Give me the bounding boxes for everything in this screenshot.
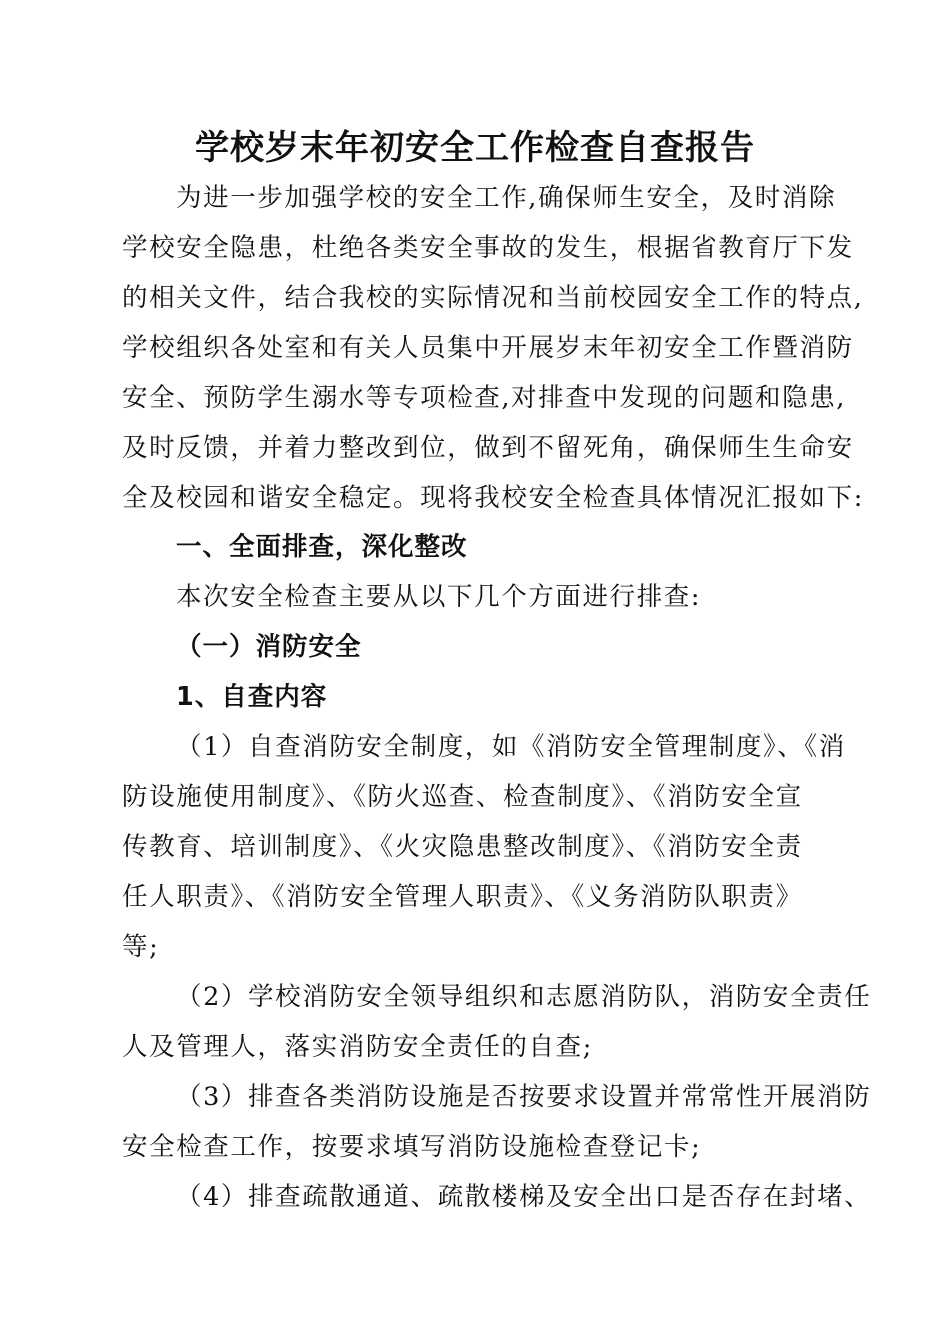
item-1-line: 传教育、培训制度》、《火灾隐患整改制度》、《消防安全责 — [122, 832, 803, 862]
intro-line: 全及校园和谐安全稳定。现将我校安全检查具体情况汇报如下: — [122, 483, 864, 513]
item-2-line: （2）学校消防安全领导组织和志愿消防队，消防安全责任 — [176, 982, 872, 1012]
item-3-line: 安全检查工作，按要求填写消防设施检查登记卡; — [122, 1132, 702, 1162]
intro-line: 为进一步加强学校的安全工作,确保师生安全，及时消除 — [176, 183, 837, 213]
section-heading: 一、全面排查，深化整改 — [176, 532, 468, 562]
item-4-line: （4）排查疏散通道、疏散楼梯及安全出口是否存在封堵、 — [176, 1182, 872, 1212]
item-1-line: （1）自查消防安全制度，如《消防安全管理制度》、《消 — [176, 732, 846, 762]
item-3-line: （3）排查各类消防设施是否按要求设置并常常性开展消防 — [176, 1082, 872, 1112]
section-intro: 本次安全检查主要从以下几个方面进行排查: — [176, 582, 702, 612]
item-1-line: 等; — [122, 932, 160, 962]
document-title: 学校岁末年初安全工作检查自查报告 — [195, 128, 755, 168]
item-heading: 1、自查内容 — [176, 682, 328, 712]
item-2-line: 人及管理人，落实消防安全责任的自查; — [122, 1032, 593, 1062]
item-1-line: 任人职责》、《消防安全管理人职责》、《义务消防队职责》 — [122, 882, 803, 912]
subsection-heading: （一）消防安全 — [176, 632, 362, 662]
intro-line: 及时反馈，并着力整改到位，做到不留死角，确保师生生命安 — [122, 433, 854, 463]
intro-line: 学校组织各处室和有关人员集中开展岁末年初安全工作暨消防 — [122, 333, 854, 363]
item-1-line: 防设施使用制度》、《防火巡查、检查制度》、《消防安全宣 — [122, 782, 803, 812]
intro-line: 的相关文件，结合我校的实际情况和当前校园安全工作的特点, — [122, 283, 864, 313]
intro-line: 学校安全隐患，杜绝各类安全事故的发生，根据省教育厅下发 — [122, 233, 854, 263]
intro-line: 安全、预防学生溺水等专项检查,对排查中发现的问题和隐患, — [122, 383, 847, 413]
